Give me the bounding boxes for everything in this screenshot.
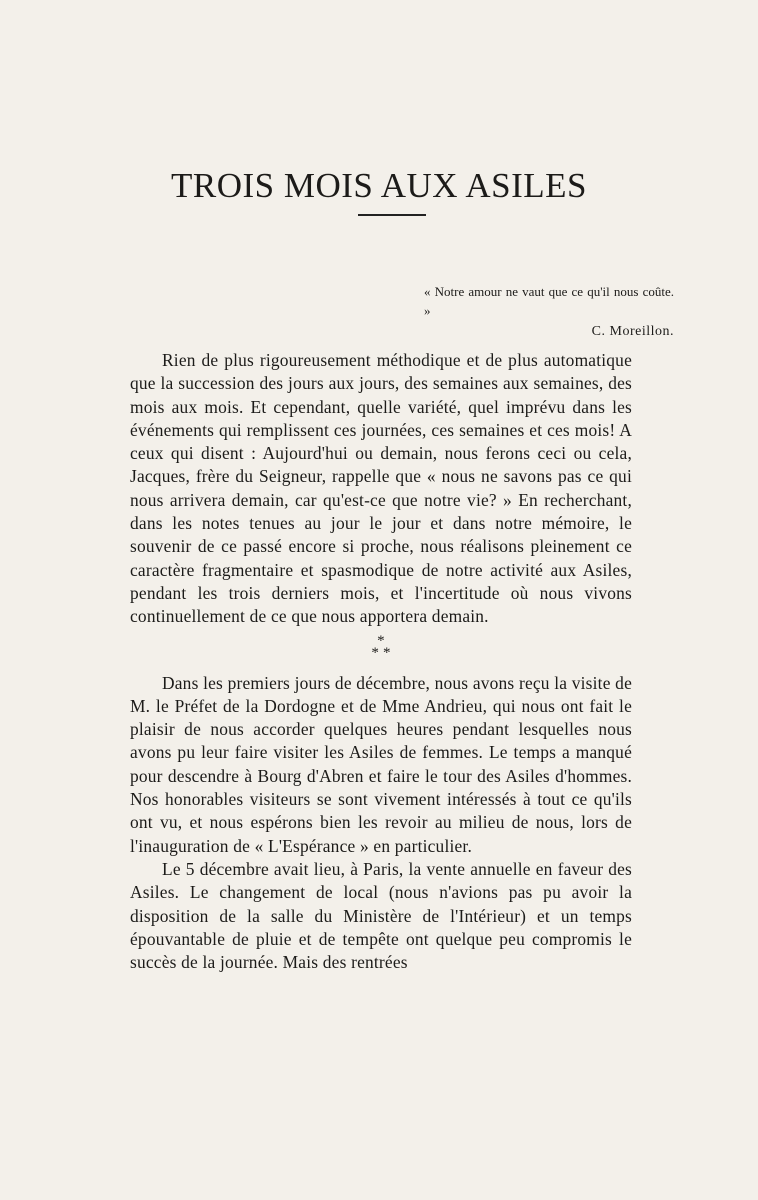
article-body — [130, 349, 632, 974]
section-break-asterism — [130, 632, 632, 661]
title-rule — [358, 214, 426, 216]
article-title: TROIS MOIS AUX ASILES — [171, 166, 587, 205]
paragraph-1: Rien de plus rigoureusement méthodique et de plus automatique que la succession des jours aux jours, des semaines aux semaines, des mois aux mois. Et cependant, quelle variété, quel imprévu dans les événements qui remplissent ces journées, ces semaines et ces mois! A ceux qui disent : Aujourd'hui ou demain, nous ferons ceci ou cela, Jacques, frère du Seigneur, rappelle que « nous ne savons pas ce qui nous arrivera demain, car qu'est-ce que notre vie? » En recherchant, dans les notes tenues au jour le jour et dans notre mémoire, le souvenir de ce passé encore si proche, nous réalisons pleinement ce caractère fragmentaire et spasmodique de notre activité aux Asiles, pendant les trois derniers mois, et l'incertitude où nous vivons continuellement de ce que nous apportera demain. — [130, 350, 632, 627]
asterism-top: * — [377, 632, 385, 649]
epigraph-author: C. Moreillon. — [591, 324, 674, 339]
asterism-bottom: * * — [371, 644, 391, 661]
epigraph-quote: « Notre amour ne vaut que ce qu'il nous coûte. » — [424, 284, 674, 318]
epigraph — [424, 282, 674, 341]
paragraph-2: Dans les premiers jours de décembre, nous avons reçu la visite de M. le Préfet de la Dordogne et de Mme Andrieu, qui nous ont fait le plaisir de nous accorder quelques heures pendant lesquelles nous avons pu leur faire visiter les Asiles de femmes. Le temps a manqué pour descendre à Bourg d'Abren et faire le tour des Asiles d'hommes. Nos honorables visiteurs se sont vivement intéressés à tout ce qu'ils ont vu, et nous espérons bien les revoir au milieu de nous, lors de l'inauguration de « L'Espérance » en particulier. — [130, 672, 632, 856]
paragraph-3: Le 5 décembre avait lieu, à Paris, la vente annuelle en faveur des Asiles. Le changement de local (nous n'avions pas pu avoir la disposition de la salle du Ministère de l'Intérieur) et un temps épouvantable de pluie et de tempête ont quelque peu compromis le succès de la journée. Mais des rentrées — [130, 858, 632, 973]
